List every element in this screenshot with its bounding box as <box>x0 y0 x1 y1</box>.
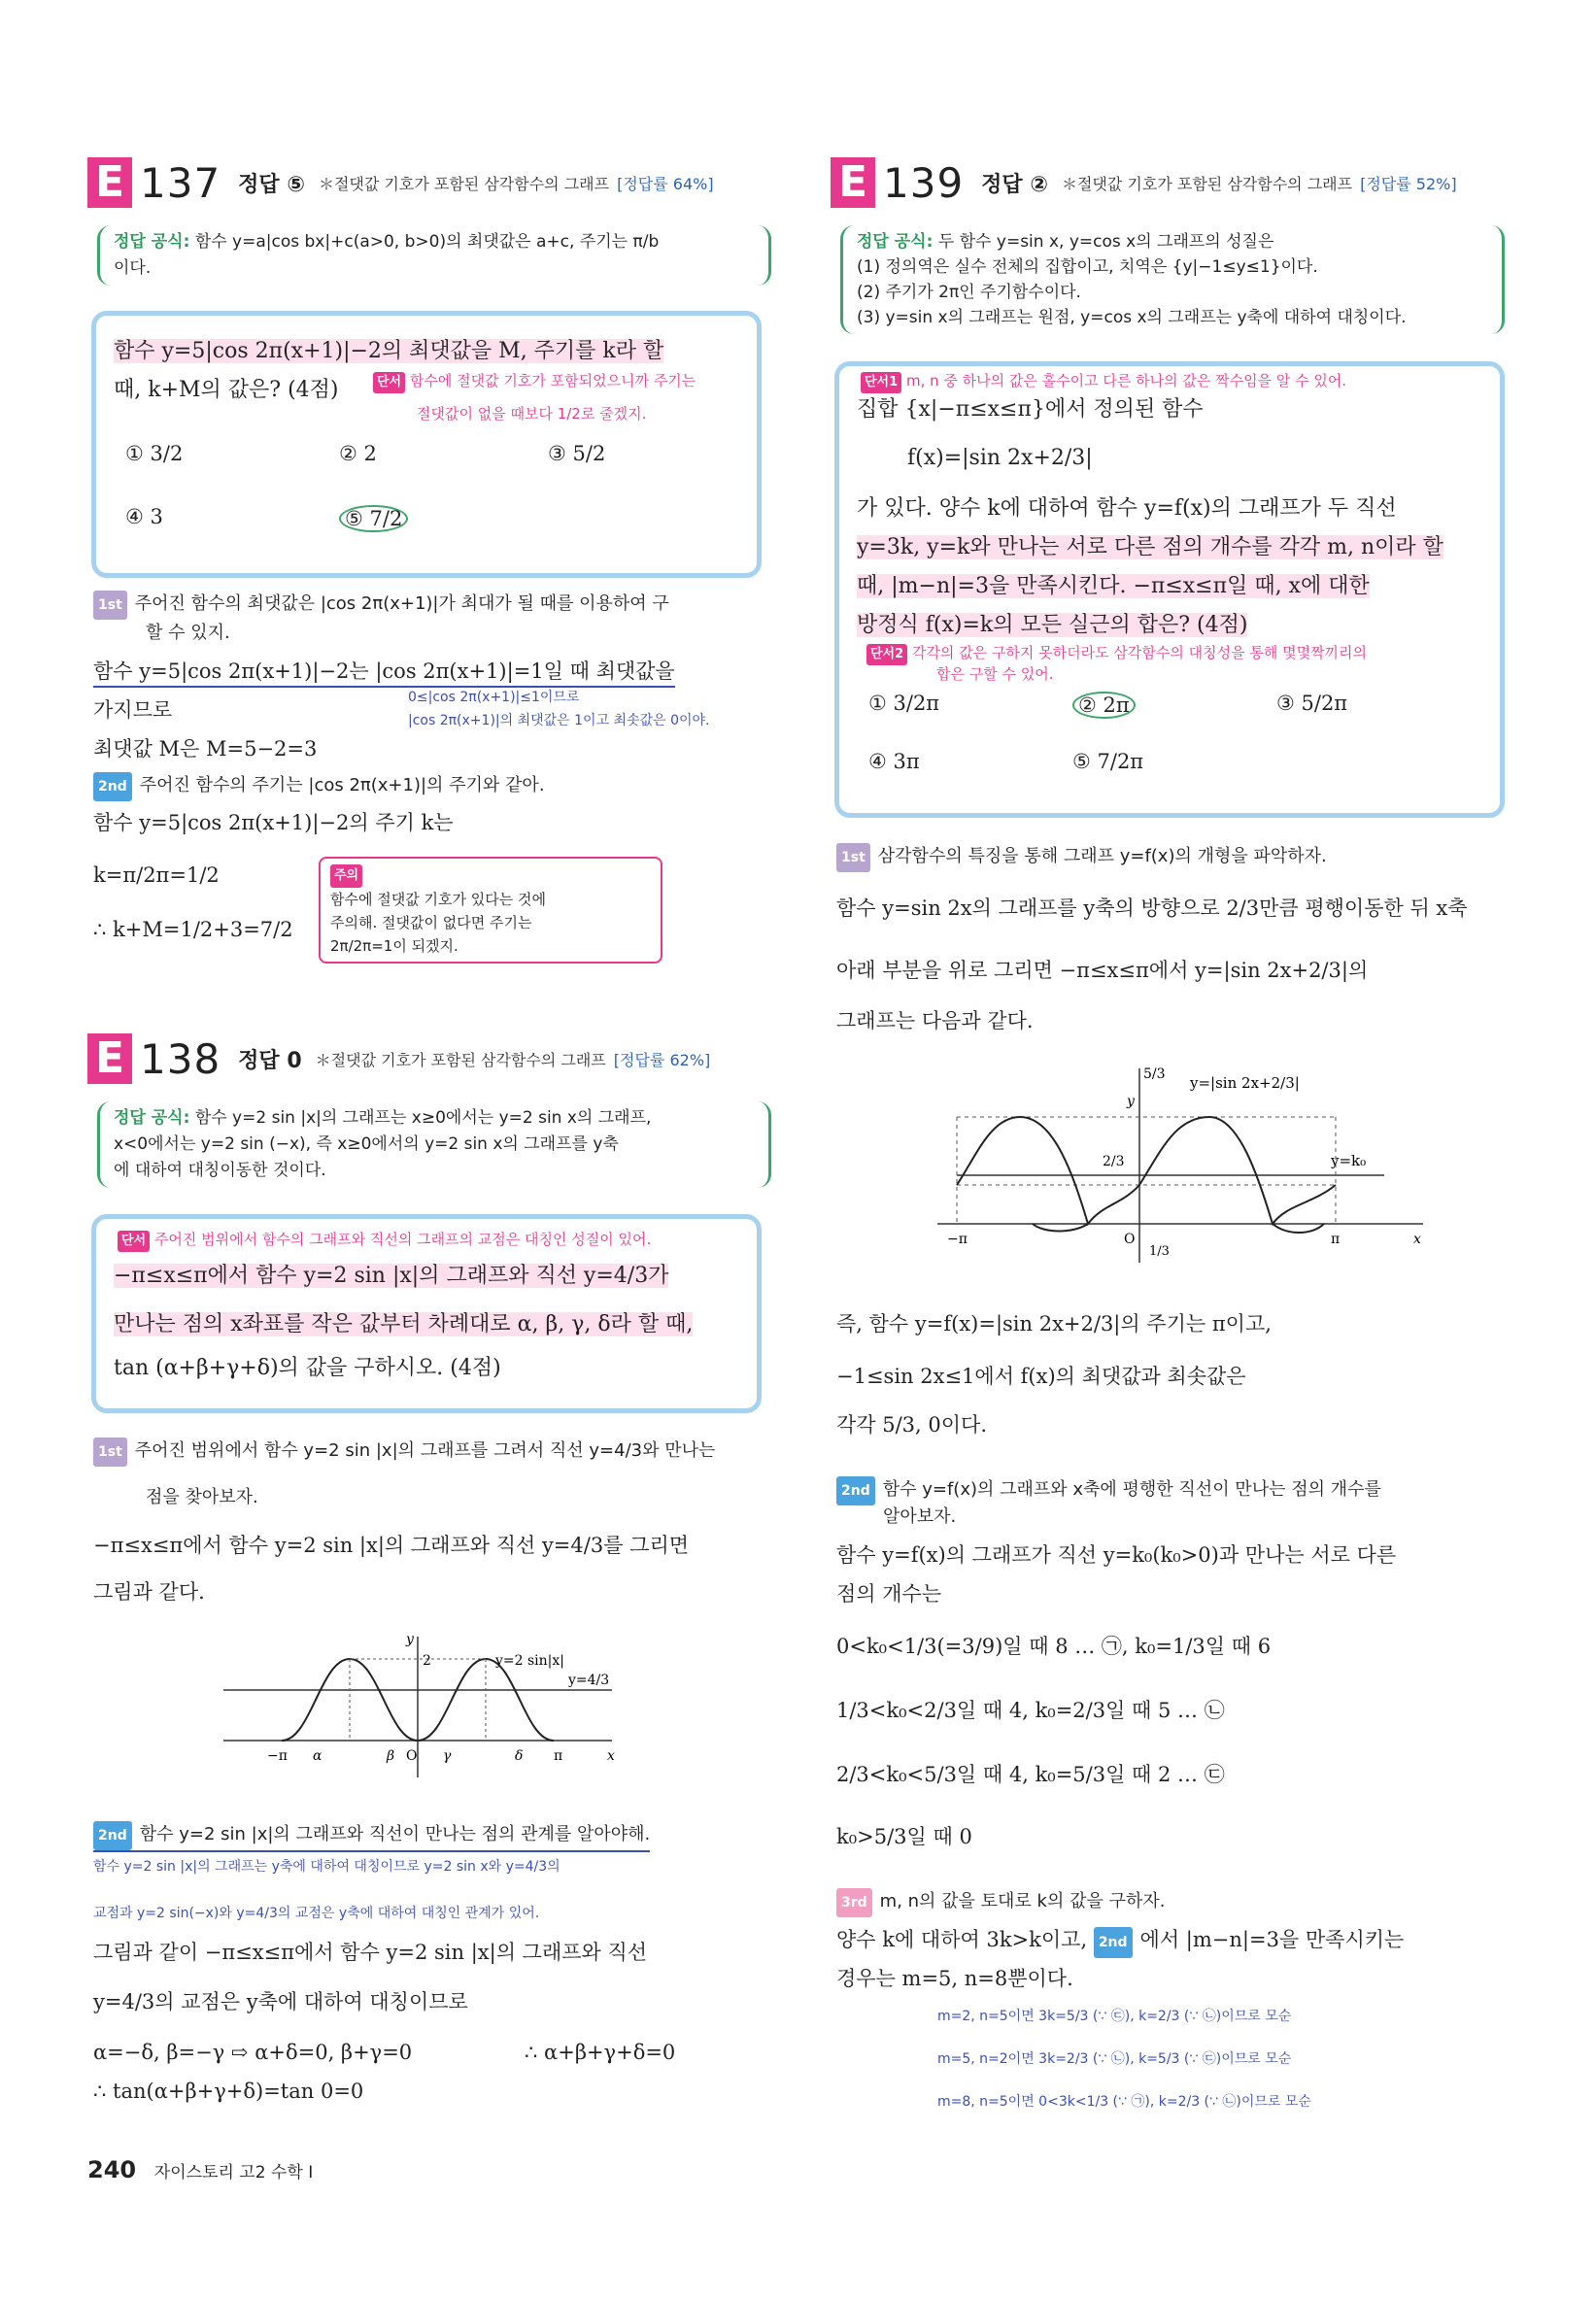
step-1-badge: 1st <box>93 591 127 620</box>
tick-gamma: γ <box>443 1748 452 1764</box>
problem-number: 139 <box>883 158 965 207</box>
ref-2nd-badge: 2nd <box>1094 1927 1133 1958</box>
option-5[interactable]: ⑤ 7/2π <box>1072 750 1144 773</box>
label-curve: y=|sin 2x+2/3| <box>1190 1074 1300 1092</box>
step-1-cont: 점을 찾아보자. <box>146 1487 258 1507</box>
label-53: 5/3 <box>1143 1066 1166 1082</box>
graph-138 <box>223 1632 631 1777</box>
hint-note-2: 단서2 각각의 값은 구하지 못하더라도 삼각함수의 대칭성을 통해 몇몇짝끼리의 <box>866 642 1367 665</box>
label-line: y=k₀ <box>1331 1152 1367 1169</box>
hint-note: 단서 주어진 범위에서 함수의 그래프와 직선의 그래프의 교점은 대칭인 성질이 있어. <box>118 1229 651 1252</box>
step-2: 2nd 주어진 함수의 주기는 |cos 2π(x+1)|의 주기와 같아. <box>93 772 545 801</box>
formula-text-3: 에 대하여 대칭이동한 것이다. <box>114 1161 326 1180</box>
sol-line-8: 점의 개수는 <box>836 1582 942 1606</box>
sol-line-3: 그림과 같이 −π≤x≤π에서 함수 y=2 sin |x|의 그래프와 직선 <box>93 1941 648 1964</box>
formula-text: 두 함수 y=sin x, y=cos x의 그래프의 성질은 <box>937 232 1274 252</box>
caution-box: 주의 함수에 절댓값 기호가 있다는 것에 주의해. 절댓값이 없다면 주기는 2π/2π=1이 되겠지. <box>319 857 662 964</box>
tick-delta: δ <box>515 1748 524 1764</box>
sol-note-2: |cos 2π(x+1)|의 최댓값은 1이고 최솟값은 0이야. <box>408 713 710 728</box>
section-e-badge: E <box>87 157 132 208</box>
tick-beta: β <box>387 1748 395 1764</box>
step-2: 2nd 함수 y=2 sin |x|의 그래프와 직선이 만나는 점의 관계를 알아야해. <box>93 1821 650 1852</box>
option-1[interactable]: ① 3/2 <box>125 442 184 465</box>
sol-line-5: α=−δ, β=−γ ⇨ α+δ=0, β+γ=0 <box>93 2041 413 2064</box>
option-3[interactable]: ③ 5/2 <box>548 442 606 465</box>
question-box <box>834 361 1505 818</box>
graph-139 <box>928 1049 1433 1282</box>
section-e-badge: E <box>831 157 875 208</box>
formula-item-3: (3) y=sin x의 그래프는 원점, y=cos x의 그래프는 y축에 대하여 대칭이다. <box>857 308 1407 327</box>
answer-label: 정답 ② <box>981 172 1048 197</box>
sol-line-3: 그래프는 다음과 같다. <box>836 1009 1034 1032</box>
curve-reflect-left <box>1033 1224 1088 1232</box>
sol-line-6: 각각 5/3, 0이다. <box>836 1413 988 1437</box>
case-3: 2/3<k₀<5/3일 때 4, k₀=5/3일 때 2 … ㉢ <box>836 1763 1225 1786</box>
step-3-badge: 3rd <box>836 1888 872 1917</box>
label-curve: y=2 sin|x| <box>495 1653 565 1669</box>
sol-line-6: ∴ tan(α+β+γ+δ)=tan 0=0 <box>93 2080 364 2103</box>
step-1-cont: 할 수 있지. <box>146 623 230 643</box>
label-23: 2/3 <box>1103 1154 1125 1169</box>
sol-line-1: 함수 y=sin 2x의 그래프를 y축의 방향으로 2/3만큼 평행이동한 뒤 x축 <box>836 896 1468 920</box>
formula-text-2: 이다. <box>114 258 152 278</box>
case-2: 1/3<k₀<2/3일 때 4, k₀=2/3일 때 5 … ㉡ <box>836 1699 1225 1722</box>
question-line-1: 함수 y=5|cos 2π(x+1)|−2의 최댓값을 M, 주기를 k라 할 <box>114 339 664 363</box>
sol-note-1: m=2, n=5이면 3k=5/3 (∵ ㉢), k=2/3 (∵ ㉡)이므로 모순 <box>937 2009 1292 2024</box>
sol-line-5: k=π/2π=1/2 <box>93 863 220 887</box>
accuracy-rate: [정답률 64%] <box>617 174 714 193</box>
accuracy-rate: [정답률 62%] <box>613 1050 711 1069</box>
formula-label: 정답 공식: <box>857 232 934 252</box>
problem-137-header <box>87 153 714 212</box>
step-3: 3rd m, n의 값을 토대로 k의 값을 구하자. <box>836 1888 1165 1917</box>
formula-item-2: (2) 주기가 2π인 주기함수이다. <box>857 283 1081 302</box>
sol-line-9: 양수 k에 대하여 3k>k이고, 2nd 에서 |m−n|=3을 만족시키는 <box>836 1925 1404 1958</box>
curve-abs-sin <box>957 1117 1336 1224</box>
option-1[interactable]: ① 3/2π <box>868 692 940 715</box>
book-title: 자이스토리 고2 수학 I <box>153 2163 314 2182</box>
hint-note-2b: 합은 구할 수 있어. <box>936 665 1054 683</box>
answer-label: 정답 0 <box>238 1048 302 1073</box>
label-2: 2 <box>423 1653 431 1669</box>
question-line-3: 가 있다. 양수 k에 대하여 함수 y=f(x)의 그래프가 두 직선 <box>857 496 1397 521</box>
sol-line-7: 함수 y=f(x)의 그래프가 직선 y=k₀(k₀>0)과 만나는 서로 다른 <box>836 1543 1397 1567</box>
case-4: k₀>5/3일 때 0 <box>836 1825 972 1848</box>
formula-item-1: (1) 정의역은 실수 전체의 집합이고, 치역은 {y|−1≤y≤1}이다. <box>857 257 1318 277</box>
sol-line-3: 최댓값 M은 M=5−2=3 <box>93 737 318 761</box>
problem-number: 137 <box>140 158 221 207</box>
answer-label: 정답 ⑤ <box>238 172 305 197</box>
question-line-5: 때, |m−n|=3을 만족시킨다. −π≤x≤π일 때, x에 대한 <box>857 574 1370 598</box>
hint-note: 단서 함수에 절댓값 기호가 포함되었으니까 주기는 <box>373 370 696 393</box>
option-4[interactable]: ④ 3π <box>868 750 920 773</box>
formula-text: 함수 y=2 sin |x|의 그래프는 x≥0에서는 y=2 sin x의 그래프, <box>194 1108 652 1128</box>
topic-tag: ＊절댓값 기호가 포함된 삼각함수의 그래프 <box>315 1050 606 1069</box>
page-footer <box>87 2156 313 2183</box>
tick-pi: π <box>554 1748 563 1764</box>
step-2-badge: 2nd <box>93 772 132 801</box>
step-1: 1st 주어진 함수의 최댓값은 |cos 2π(x+1)|가 최대가 될 때를 이용하여 구 <box>93 591 764 620</box>
caution-badge: 주의 <box>330 864 362 888</box>
sol-line-2: 가지므로 <box>93 698 173 722</box>
question-box <box>91 1214 762 1413</box>
sol-line-4: 즉, 함수 y=f(x)=|sin 2x+2/3|의 주기는 π이고, <box>836 1312 1272 1336</box>
case-1: 0<k₀<1/3(=3/9)일 때 8 … ㉠, k₀=1/3일 때 6 <box>836 1635 1272 1658</box>
sol-line-4: y=4/3의 교점은 y축에 대하여 대칭이므로 <box>93 1990 468 2013</box>
tick-13: 1/3 <box>1149 1244 1170 1259</box>
sol-note-1: 0≤|cos 2π(x+1)|≤1이므로 <box>408 690 580 705</box>
formula-label: 정답 공식: <box>114 232 190 252</box>
tick-pi: π <box>1331 1232 1341 1247</box>
tick-x: x <box>1413 1232 1421 1247</box>
answer-formula-box <box>97 225 771 286</box>
step-2-cont: 알아보자. <box>883 1506 957 1527</box>
sol-line-1: −π≤x≤π에서 함수 y=2 sin |x|의 그래프와 직선 y=4/3를 그리면 <box>93 1534 690 1557</box>
question-line-3: tan (α+β+γ+δ)의 값을 구하시오. (4점) <box>114 1356 501 1380</box>
sol-note-2: m=5, n=2이면 3k=2/3 (∵ ㉡), k=5/3 (∵ ㉢)이므로 모순 <box>937 2051 1292 2067</box>
topic-tag: ＊절댓값 기호가 포함된 삼각함수의 그래프 <box>1061 174 1353 193</box>
question-line-6: 방정식 f(x)=k의 모든 실근의 합은? (4점) <box>857 613 1248 637</box>
option-4[interactable]: ④ 3 <box>125 505 163 528</box>
question-line-2: 만나는 점의 x좌표를 작은 값부터 차례대로 α, β, γ, δ라 할 때, <box>114 1312 694 1336</box>
tick-origin: O <box>1124 1232 1136 1247</box>
sol-line-2: 그림과 같다. <box>93 1580 205 1604</box>
hint-note-2: 절댓값이 없을 때보다 1/2로 줄겠지. <box>417 405 647 423</box>
question-line-2: 때, k+M의 값은? (4점) <box>114 378 339 402</box>
formula-label: 정답 공식: <box>114 1108 190 1128</box>
section-e-badge: E <box>87 1033 132 1084</box>
option-5-correct[interactable]: ⑤ 7/2 <box>339 505 408 532</box>
question-box <box>91 311 762 578</box>
accuracy-rate: [정답률 52%] <box>1360 174 1457 193</box>
tick-alpha: α <box>313 1748 323 1764</box>
question-line-2: f(x)=|sin 2x+2/3| <box>907 446 1093 470</box>
option-2[interactable]: ② 2 <box>339 442 377 465</box>
step-2-badge: 2nd <box>93 1821 132 1850</box>
formula-text-2: x<0에서는 y=2 sin (−x), 즉 x≥0에서의 y=2 sin x의 그래프를 y축 <box>114 1134 619 1154</box>
sol-line-2: 아래 부분을 위로 그리면 −π≤x≤π에서 y=|sin 2x+2/3|의 <box>836 959 1369 982</box>
sol-line-4: 함수 y=5|cos 2π(x+1)|−2의 주기 k는 <box>93 811 454 834</box>
hint-badge-1: 단서1 <box>861 372 901 393</box>
sol-note-3: m=8, n=5이면 0<3k<1/3 (∵ ㉠), k=2/3 (∵ ㉡)이므로 모순 <box>937 2094 1311 2110</box>
question-line-1: 집합 {x|−π≤x≤π}에서 정의된 함수 <box>857 397 1204 422</box>
answer-formula-box <box>840 225 1505 334</box>
option-3[interactable]: ③ 5/2π <box>1276 692 1348 715</box>
hint-note-1: 단서1 m, n 중 하나의 값은 홀수이고 다른 하나의 값은 짝수임을 알 수 있어. <box>861 370 1346 393</box>
step-1: 1st 주어진 범위에서 함수 y=2 sin |x|의 그래프를 그려서 직선 y=4/3와 만나는 <box>93 1438 764 1467</box>
page-number: 240 <box>87 2156 137 2183</box>
tick-neg-pi: −π <box>267 1748 288 1764</box>
label-line: y=4/3 <box>568 1673 610 1688</box>
sol-line-5: −1≤sin 2x≤1에서 f(x)의 최댓값과 최솟값은 <box>836 1365 1246 1388</box>
sol-line-10: 경우는 m=5, n=8뿐이다. <box>836 1967 1073 1990</box>
sol-line-5b: ∴ α+β+γ+δ=0 <box>525 2041 676 2064</box>
tick-origin: O <box>406 1748 418 1764</box>
question-line-1: −π≤x≤π에서 함수 y=2 sin |x|의 그래프와 직선 y=4/3가 <box>114 1264 669 1288</box>
hint-badge: 단서 <box>373 372 405 393</box>
answer-formula-box <box>97 1101 771 1188</box>
sol-note-1: 함수 y=2 sin |x|의 그래프는 y축에 대하여 대칭이므로 y=2 sin x와 y=4/3의 <box>93 1859 560 1875</box>
step-1-badge: 1st <box>836 843 870 872</box>
curve-reflect-right <box>1273 1224 1324 1233</box>
sol-line-1: 함수 y=5|cos 2π(x+1)|−2는 |cos 2π(x+1)|=1일 때 최댓값을 <box>93 657 675 688</box>
step-1-badge: 1st <box>93 1438 127 1467</box>
question-line-4: y=3k, y=k와 만나는 서로 다른 점의 개수를 각각 m, n이라 할 <box>857 535 1443 559</box>
formula-text: 함수 y=a|cos bx|+c(a>0, b>0)의 최댓값은 a+c, 주기는 π/b <box>194 232 660 252</box>
problem-number: 138 <box>140 1034 221 1083</box>
sol-note-2: 교점과 y=2 sin(−x)와 y=4/3의 교점은 y축에 대하여 대칭인 관계가 있어. <box>93 1906 540 1921</box>
tick-x: x <box>607 1748 615 1764</box>
step-2-badge: 2nd <box>836 1476 875 1505</box>
problem-139-header <box>831 153 1457 212</box>
tick-neg-pi: −π <box>947 1232 968 1247</box>
hint-badge: 단서 <box>118 1231 150 1252</box>
problem-138-header <box>87 1030 710 1088</box>
topic-tag: ＊절댓값 기호가 포함된 삼각함수의 그래프 <box>318 174 610 193</box>
label-y: y <box>1127 1094 1135 1109</box>
option-2-correct[interactable]: ② 2π <box>1072 692 1136 719</box>
sol-line-6: ∴ k+M=1/2+3=7/2 <box>93 918 293 941</box>
step-1: 1st 삼각함수의 특징을 통해 그래프 y=f(x)의 개형을 파악하자. <box>836 843 1327 872</box>
label-y: y <box>406 1632 414 1647</box>
hint-badge-2: 단서2 <box>866 644 907 665</box>
step-2: 2nd 함수 y=f(x)의 그래프와 x축에 평행한 직선이 만나는 점의 개수를 <box>836 1476 1381 1505</box>
